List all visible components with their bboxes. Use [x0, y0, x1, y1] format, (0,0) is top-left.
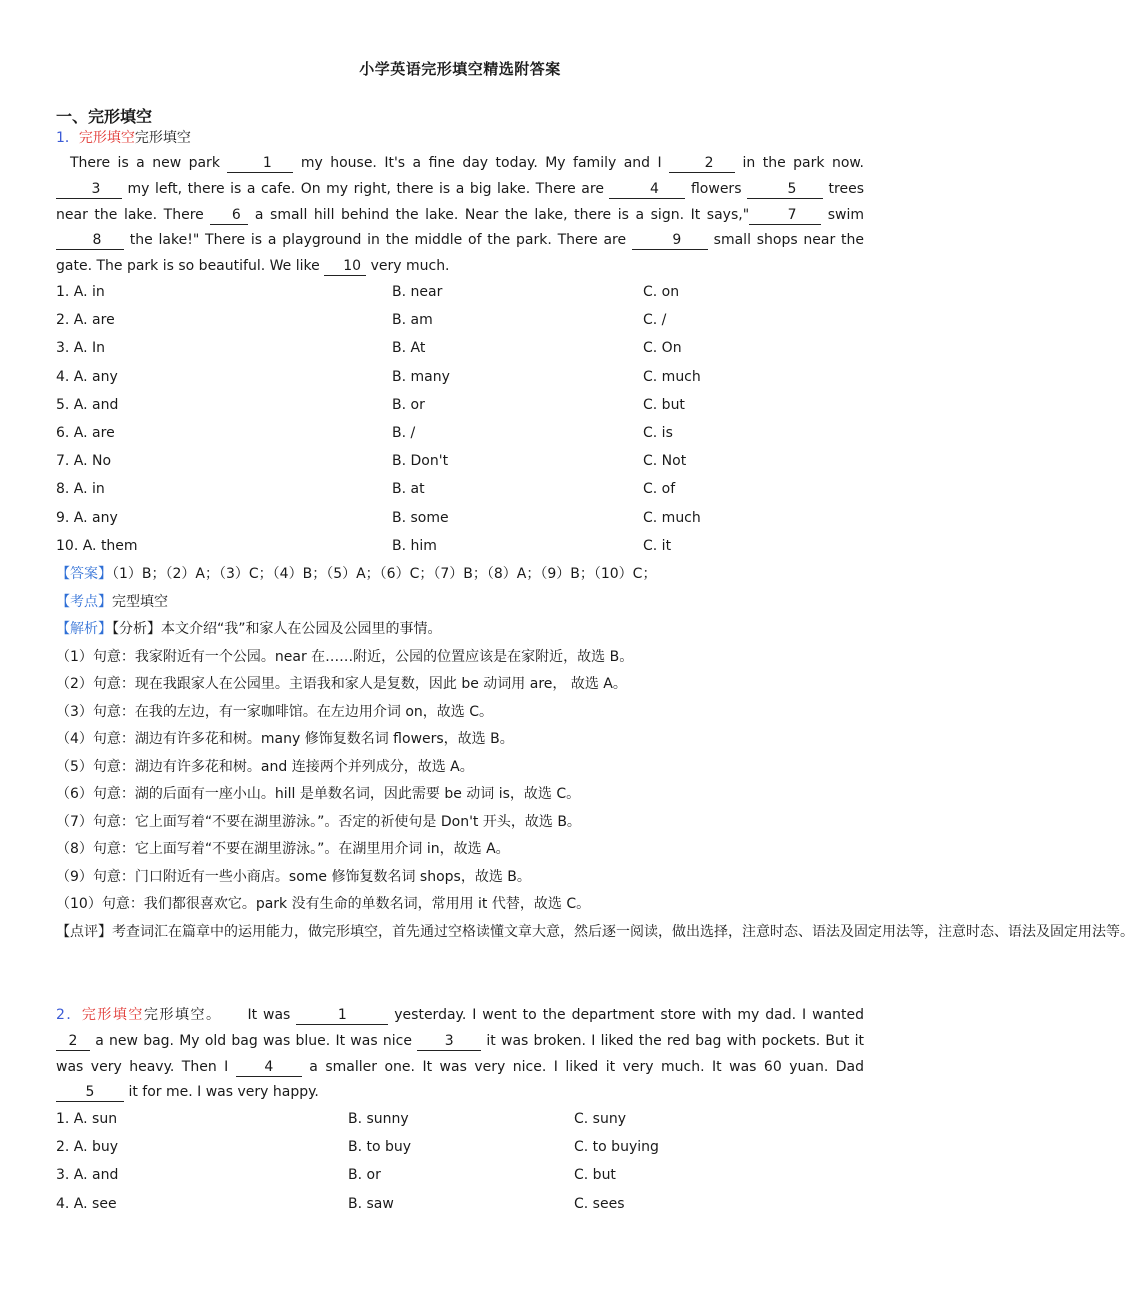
- option-b[interactable]: B. /: [392, 425, 416, 441]
- passage-text: It was: [247, 1007, 297, 1023]
- option-b[interactable]: B. at: [392, 481, 425, 498]
- point-label: 【考点】: [56, 593, 112, 610]
- option-c[interactable]: C. much: [643, 368, 701, 385]
- option-c[interactable]: C. suny: [574, 1111, 627, 1127]
- option-b[interactable]: B. to buy: [348, 1139, 412, 1156]
- analysis-label: 【解析】: [56, 621, 112, 637]
- blank-2[interactable]: 2: [56, 1033, 90, 1051]
- passage-text: flowers: [685, 180, 748, 197]
- option-c[interactable]: C. to buying: [574, 1139, 659, 1156]
- option-a[interactable]: 9. A. any: [56, 509, 118, 526]
- analysis-line: （8）句意：它上面写着“不要在湖里游泳。”。在湖里用介词 in，故选 A。: [56, 841, 510, 857]
- option-b[interactable]: B. saw: [348, 1195, 394, 1212]
- option-b[interactable]: B. Don't: [392, 453, 449, 470]
- blank-3[interactable]: 3: [417, 1033, 481, 1051]
- analysis-line: （6）句意：湖的后面有一座小山。hill 是单数名词，因此需要 be 动词 is，故选 C。: [56, 786, 581, 802]
- blank-9[interactable]: 9: [632, 232, 708, 250]
- option-b[interactable]: B. many: [392, 368, 450, 385]
- answer-label: 【答案】: [56, 566, 112, 582]
- analysis-line: （7）句意：它上面写着“不要在湖里游泳。”。否定的祈使句是 Don't 开头，故选 B。: [56, 813, 581, 830]
- analysis-line: （10）句意：我们都很喜欢它。park 没有生命的单数名词，常用用 it 代替，故选 C。: [56, 896, 591, 912]
- passage-text: small shops near the gate. The park is so beautiful. We like: [56, 232, 864, 275]
- option-a[interactable]: 3. A. and: [56, 1167, 119, 1184]
- blank-2[interactable]: 2: [669, 155, 735, 173]
- option-b[interactable]: B. am: [392, 312, 433, 329]
- analysis-explanations: [56, 644, 866, 919]
- passage-text: swim: [821, 206, 864, 223]
- option-b[interactable]: B. him: [392, 537, 437, 554]
- blank-6[interactable]: 6: [210, 207, 248, 225]
- question-heading-text: 完形填空。: [143, 1007, 222, 1023]
- blank-4[interactable]: 4: [236, 1059, 302, 1077]
- option-a[interactable]: 2. A. buy: [56, 1139, 119, 1156]
- question-1-passage: [56, 151, 864, 280]
- blank-5[interactable]: 5: [747, 181, 823, 199]
- option-c[interactable]: C. is: [643, 425, 673, 441]
- analysis-line: （3）句意：在我的左边，有一家咖啡馆。在左边用介词 on，故选 C。: [56, 703, 494, 720]
- passage-text: a small hill behind the lake. Near the lake, there is a sign. It says,": [248, 206, 750, 223]
- option-b[interactable]: B. some: [392, 509, 449, 526]
- analysis-line: （1）句意：我家附近有一个公园。near 在……附近，公园的位置应该是在家附近，故选 B。: [56, 648, 634, 665]
- passage-text: a smaller one. It was very nice. I liked it very much. It was 60 yuan. Dad: [301, 1058, 864, 1075]
- section-heading: 一、完形填空: [56, 107, 153, 126]
- analysis-line: （9）句意：门口附近有一些小商店。some 修饰复数名词 shops，故选 B。: [56, 868, 531, 885]
- option-b[interactable]: B. At: [392, 340, 426, 357]
- analysis-line: （4）句意：湖边有许多花和树。many 修饰复数名词 flowers，故选 B。: [56, 731, 514, 747]
- option-c[interactable]: C. sees: [574, 1195, 625, 1212]
- question-1-analysis: [56, 561, 1134, 946]
- review-text: 考查词汇在篇章中的运用能力，做完形填空，首先通过空格读懂文章大意，然后逐一阅读，做出选择，注意时态、语法及固定用法等，注意时态、语法及固定用法等。: [112, 923, 1134, 940]
- question-2-passage: [56, 1003, 864, 1106]
- option-c[interactable]: C. On: [643, 340, 682, 357]
- option-a[interactable]: 6. A. are: [56, 425, 115, 441]
- answer-text: （1）B；（2）A；（3）C；（4）B；（5）A；（6）C；（7）B；（8）A；（9）B；（10）C；: [112, 566, 657, 582]
- option-a[interactable]: 5. A. and: [56, 396, 119, 413]
- analysis-line: （5）句意：湖边有许多花和树。and 连接两个并列成分，故选 A。: [56, 758, 474, 775]
- option-c[interactable]: C. on: [643, 284, 680, 300]
- passage-text: very much.: [366, 258, 450, 275]
- analysis-line: （2）句意：现在我跟家人在公园里。主语我和家人是复数，因此 be 动词用 are， 故选 A。: [56, 676, 627, 692]
- option-c[interactable]: C. but: [643, 396, 685, 413]
- option-a[interactable]: 1. A. sun: [56, 1111, 118, 1127]
- review-label: 【点评】: [56, 923, 112, 940]
- option-c[interactable]: C. but: [574, 1167, 616, 1184]
- question-number: 2．: [56, 1007, 82, 1023]
- passage-text: There is a new park: [70, 155, 228, 171]
- question-1-heading: [56, 127, 191, 147]
- passage-text: the lake!" There is a playground in the middle of the park. There are: [124, 232, 632, 249]
- option-b[interactable]: B. or: [348, 1167, 381, 1184]
- option-a[interactable]: 3. A. In: [56, 340, 106, 357]
- review-paragraph: [56, 919, 1134, 947]
- option-c[interactable]: C. of: [643, 481, 676, 498]
- option-b[interactable]: B. or: [392, 396, 425, 413]
- passage-text: yesterday. I went to the department store with my dad. I wanted: [388, 1007, 865, 1023]
- option-c[interactable]: C. /: [643, 312, 667, 329]
- passage-text: it for me. I was very happy.: [124, 1084, 319, 1101]
- option-a[interactable]: 4. A. see: [56, 1195, 117, 1212]
- blank-10[interactable]: 10: [324, 258, 366, 276]
- blank-7[interactable]: 7: [749, 207, 821, 225]
- option-b[interactable]: B. sunny: [348, 1111, 409, 1127]
- blank-1[interactable]: 1: [227, 155, 293, 173]
- passage-text: it was broken. I liked the red bag with pockets. But it was very heavy. Then I: [56, 1032, 864, 1075]
- option-c[interactable]: C. it: [643, 537, 672, 554]
- option-a[interactable]: 1. A. in: [56, 284, 105, 300]
- point-line: [56, 589, 866, 617]
- passage-text: my left, there is a cafe. On my right, there is a big lake. There are: [122, 180, 610, 197]
- option-a[interactable]: 2. A. are: [56, 312, 115, 329]
- question-number: 1．: [56, 130, 79, 146]
- blank-4[interactable]: 4: [609, 181, 685, 199]
- option-a[interactable]: 10. A. them: [56, 537, 138, 554]
- option-a[interactable]: 8. A. in: [56, 481, 105, 498]
- blank-1[interactable]: 1: [296, 1007, 388, 1025]
- analysis-intro: 【分析】本文介绍“我”和家人在公园及公园里的事情。: [112, 621, 442, 637]
- blank-8[interactable]: 8: [56, 232, 124, 250]
- option-a[interactable]: 7. A. No: [56, 453, 112, 470]
- analysis-intro-line: [56, 616, 866, 644]
- option-c[interactable]: C. much: [643, 509, 701, 526]
- passage-text: in the park now.: [735, 155, 864, 171]
- blank-5[interactable]: 5: [56, 1084, 124, 1102]
- point-text: 完型填空: [112, 593, 168, 610]
- passage-text: my house. It's a fine day today. My family and I: [293, 155, 670, 171]
- document-title: 小学英语完形填空精选附答案: [359, 60, 561, 78]
- question-heading-text: 完形填空: [134, 130, 191, 146]
- question-type-link[interactable]: 完形填空: [78, 130, 135, 146]
- passage-text: a new bag. My old bag was blue. It was nice: [90, 1032, 418, 1049]
- answer-line: [56, 561, 866, 589]
- option-a[interactable]: 4. A. any: [56, 368, 118, 385]
- option-b[interactable]: B. near: [392, 284, 443, 300]
- passage-text: trees near the lake. There: [56, 180, 864, 223]
- blank-3[interactable]: 3: [56, 181, 122, 199]
- question-type-link[interactable]: 完形填空: [81, 1007, 144, 1023]
- option-c[interactable]: C. Not: [643, 453, 687, 470]
